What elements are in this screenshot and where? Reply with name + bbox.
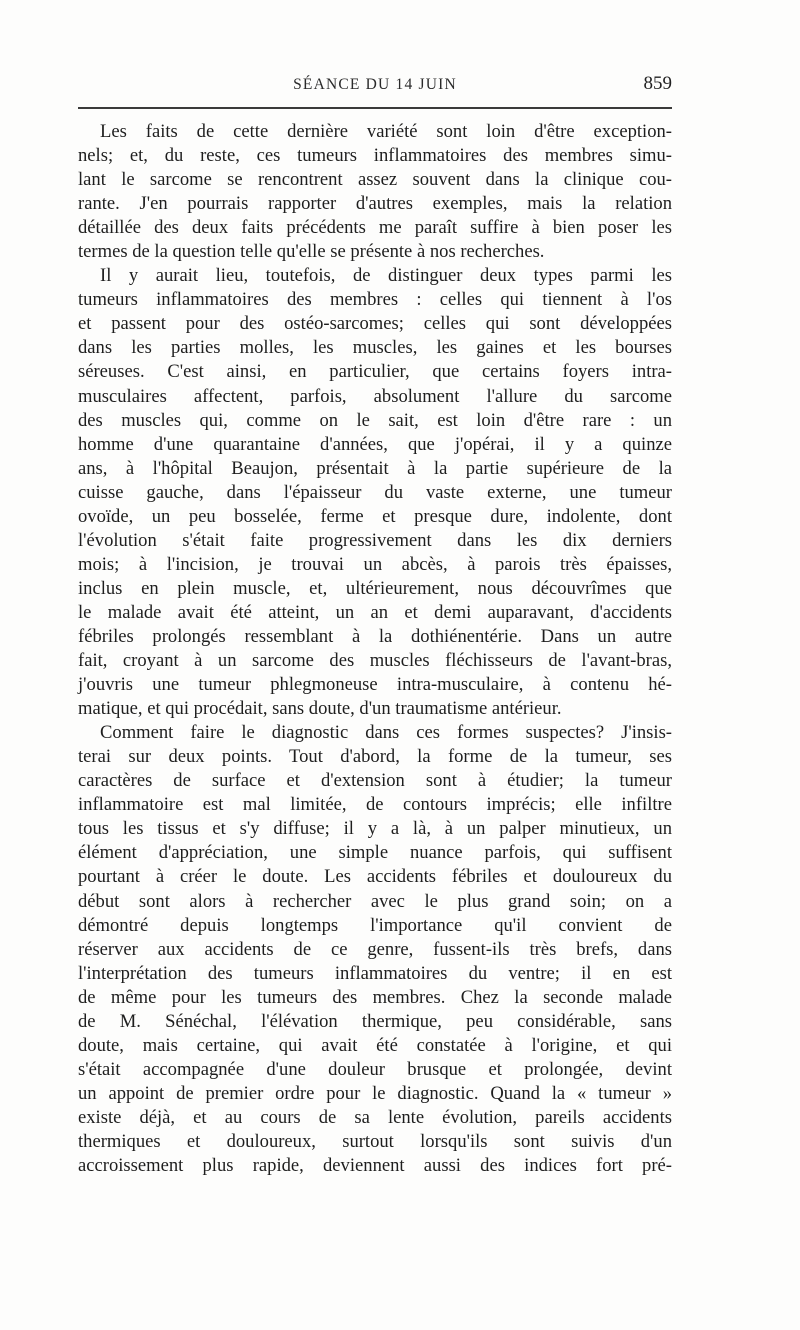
text-line: le malade avait été atteint, un an et demi auparavant, d'accidents [78, 601, 672, 623]
body-text [78, 120, 672, 1178]
text-line: réserver aux accidents de ce genre, fussent-ils très brefs, dans [78, 938, 672, 960]
text-line: homme d'une quarantaine d'années, que j'opérai, il y a quinze [78, 433, 672, 455]
text-line: nels; et, du reste, ces tumeurs inflammatoires des membres simu- [78, 145, 672, 167]
header-rule [78, 107, 672, 109]
text-line: thermiques et douloureux, surtout lorsqu'ils sont suivis d'un [78, 1130, 672, 1152]
text-line: Comment faire le diagnostic dans ces formes suspectes? J'insis- [100, 722, 672, 744]
text-line: rante. J'en pourrais rapporter d'autres exemples, mais la relation [78, 193, 672, 215]
text-line: musculaires affectent, parfois, absolument l'allure du sarcome [78, 385, 672, 407]
text-line: de même pour les tumeurs des membres. Chez la seconde malade [78, 986, 672, 1008]
text-line: un appoint de premier ordre pour le diagnostic. Quand la « tumeur » [78, 1082, 672, 1104]
text-line: de M. Sénéchal, l'élévation thermique, peu considérable, sans [78, 1010, 672, 1032]
text-line: détaillée des deux faits précédents me paraît suffire à bien poser les [78, 217, 672, 239]
text-line: démontré depuis longtemps l'importance qu'il convient de [78, 914, 672, 936]
text-line: mois; à l'incision, je trouvai un abcès, à parois très épaisses, [78, 553, 672, 575]
text-line: tous les tissus et s'y diffuse; il y a là, à un palper minutieux, un [78, 818, 672, 840]
running-title: SÉANCE DU 14 JUIN [293, 76, 457, 93]
text-line: ans, à l'hôpital Beaujon, présentait à la partie supérieure de la [78, 457, 672, 479]
text-line: élément d'appréciation, une simple nuance parfois, qui suffisent [78, 842, 672, 864]
text-line: dans les parties molles, les muscles, les gaines et les bourses [78, 337, 672, 359]
text-line: fait, croyant à un sarcome des muscles fléchisseurs de l'avant-bras, [78, 650, 672, 672]
text-line: inclus en plein muscle, et, ultérieurement, nous découvrîmes que [78, 577, 672, 599]
text-line: lant le sarcome se rencontrent assez souvent dans la clinique cou- [78, 169, 672, 191]
text-line: doute, mais certaine, qui avait été constatée à l'origine, et qui [78, 1034, 672, 1056]
text-line: et passent pour des ostéo-sarcomes; celles qui sont développées [78, 313, 672, 335]
text-line: pourtant à créer le doute. Les accidents fébriles et douloureux du [78, 866, 672, 888]
text-line: s'était accompagnée d'une douleur brusque et prolongée, devint [78, 1058, 672, 1080]
text-line: accroissement plus rapide, deviennent aussi des indices fort pré- [78, 1155, 672, 1177]
text-line: Les faits de cette dernière variété sont loin d'être exception- [100, 121, 672, 142]
text-line: j'ouvris une tumeur phlegmoneuse intra-musculaire, à contenu hé- [78, 674, 672, 696]
text-line: inflammatoire est mal limitée, de contours imprécis; elle infiltre [78, 794, 672, 816]
text-line: ovoïde, un peu bosselée, ferme et presque dure, indolente, dont [78, 505, 672, 527]
text-line: tumeurs inflammatoires des membres : celles qui tiennent à l'os [78, 289, 672, 311]
text-line: début sont alors à rechercher avec le plus grand soin; on a [78, 890, 672, 912]
text-line: l'interprétation des tumeurs inflammatoires du ventre; il en est [78, 962, 672, 984]
text-line: des muscles qui, comme on le sait, est loin d'être rare : un [78, 409, 672, 431]
text-line: caractères de surface et d'extension sont à étudier; la tumeur [78, 770, 672, 792]
text-line: cuisse gauche, dans l'épaisseur du vaste externe, une tumeur [78, 481, 672, 503]
text-line: matique, et qui procédait, sans doute, d'un traumatisme antérieur. [78, 698, 562, 720]
text-line: termes de la question telle qu'elle se présente à nos recherches. [78, 241, 545, 263]
text-line: l'évolution s'était faite progressivement dans les dix derniers [78, 529, 672, 551]
text-line: séreuses. C'est ainsi, en particulier, que certains foyers intra- [78, 361, 672, 383]
text-line: fébriles prolongés ressemblant à la dothiénentérie. Dans un autre [78, 625, 672, 647]
running-head [78, 72, 672, 100]
page-number: 859 [643, 73, 672, 94]
text-line: Il y aurait lieu, toutefois, de distinguer deux types parmi les [100, 265, 672, 287]
text-line: existe déjà, et au cours de sa lente évolution, pareils accidents [78, 1106, 672, 1128]
text-line: terai sur deux points. Tout d'abord, la forme de la tumeur, ses [78, 746, 672, 768]
